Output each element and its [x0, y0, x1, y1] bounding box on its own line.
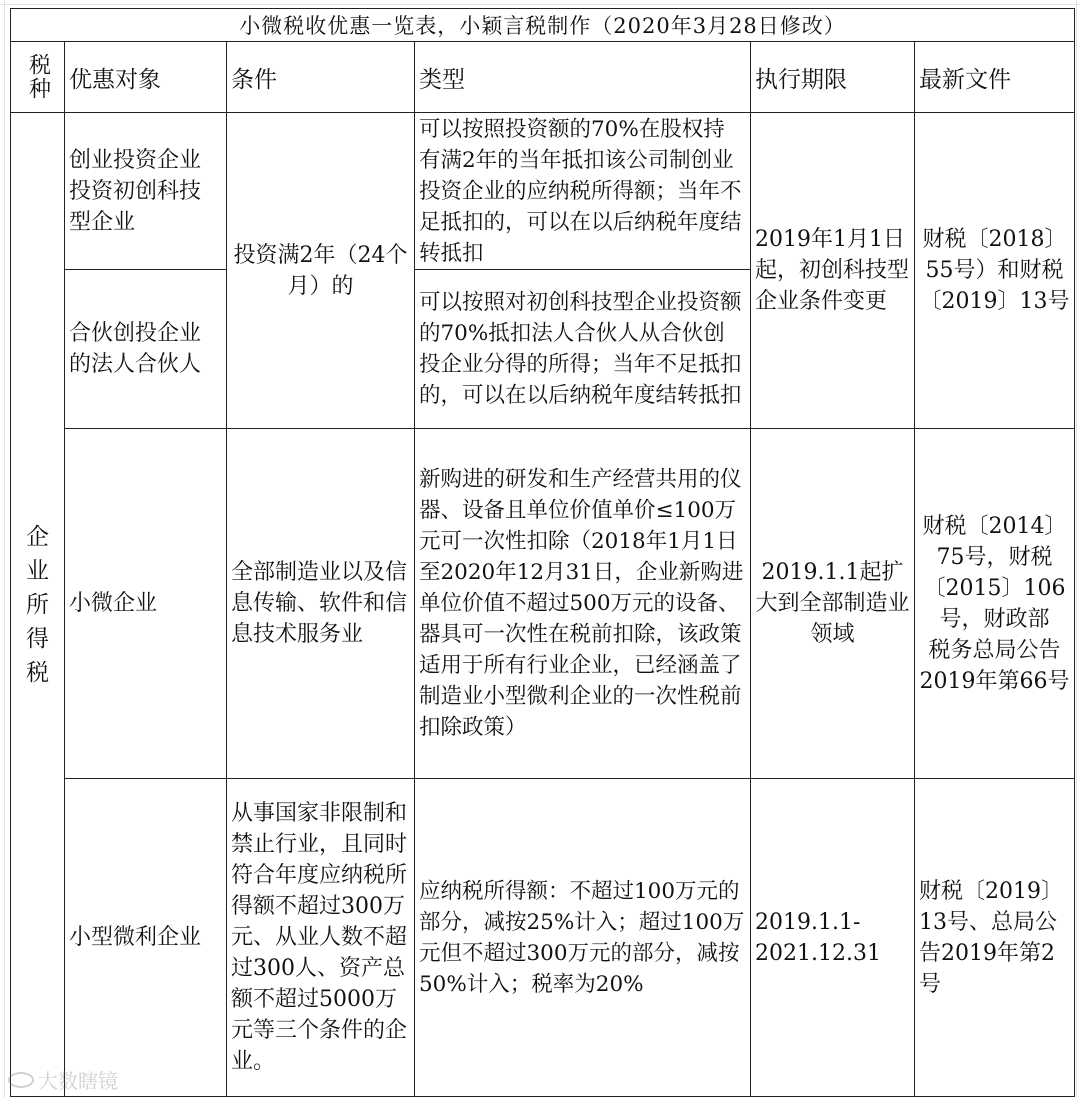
target-cell: 小微企业	[65, 429, 227, 779]
grid-line	[0, 4, 1080, 5]
watermark	[8, 1065, 118, 1094]
weibo-logo-icon	[8, 1072, 34, 1088]
document-cell: 财税〔2014〕75号，财税〔2015〕106号，财政部 税务总局公告2019年第66号	[915, 429, 1075, 779]
header-condition: 条件	[227, 42, 415, 113]
type-cell: 新购进的研发和生产经营共用的仪器、设备且单位价值单价≤100万元可一次性扣除（2018年1月1日至2020年12月31日，企业新购进单位价值不超过500万元的设备、器具可一次性在税前扣除，该政策适用于所有行业企业，已经涵盖了制造业小型微利企业的一次性税前扣除政策）	[415, 429, 751, 779]
header-row	[11, 42, 1075, 113]
table-row	[11, 779, 1075, 1097]
header-period: 执行期限	[751, 42, 915, 113]
period-cell: 2019年1月1日起，初创科技型企业条件变更	[751, 113, 915, 429]
target-cell: 合伙创投企业的法人合伙人	[65, 270, 227, 429]
type-cell: 应纳税所得额：不超过100万元的部分，减按25%计入；超过100万元但不超过300万元的部分，减按50%计入；税率为20%	[415, 779, 751, 1097]
condition-cell: 全部制造业以及信息传输、软件和信息技术服务业	[227, 429, 415, 779]
period-cell: 2019.1.1起扩大到全部制造业领域	[751, 429, 915, 779]
condition-cell: 投资满2年（24个月）的	[227, 113, 415, 429]
table-title: 小微税收优惠一览表，小颖言税制作（2020年3月28日修改）	[11, 9, 1075, 42]
header-type: 类型	[415, 42, 751, 113]
period-cell: 2019.1.1-2021.12.31	[751, 779, 915, 1097]
type-cell: 可以按照投资额的70%在股权持有满2年的当年抵扣该公司制创业投资企业的应纳税所得额；当年不足抵扣的，可以在以后纳税年度结转抵扣	[415, 113, 751, 270]
table-row	[11, 429, 1075, 779]
tax-benefits-table	[10, 8, 1075, 1097]
target-cell: 小型微利企业	[65, 779, 227, 1097]
tax-type-value: 企业所得税	[26, 523, 49, 686]
grid-line	[4, 0, 5, 1098]
header-target: 优惠对象	[65, 42, 227, 113]
type-cell: 可以按照对初创科技型企业投资额的70%抵扣法人合伙人从合伙创投企业分得的所得；当年不足抵扣的，可以在以后纳税年度结转抵扣	[415, 270, 751, 429]
table-row	[11, 113, 1075, 270]
target-cell: 创业投资企业投资初创科技型企业	[65, 113, 227, 270]
grid-line	[1076, 0, 1077, 1098]
document-cell: 财税〔2018〕55号）和财税〔2019〕13号	[915, 113, 1075, 429]
tax-type-cell	[11, 113, 65, 1097]
header-document: 最新文件	[915, 42, 1075, 113]
condition-cell: 从事国家非限制和禁止行业，且同时符合年度应纳税所得额不超过300万元、从业人数不超过300人、资产总额不超过5000万元等三个条件的企业。	[227, 779, 415, 1097]
header-tax-type: 税种	[11, 42, 65, 113]
document-cell: 财税〔2019〕13号、总局公告2019年第2号	[915, 779, 1075, 1097]
watermark-text: 大数瞎镜	[38, 1069, 118, 1093]
